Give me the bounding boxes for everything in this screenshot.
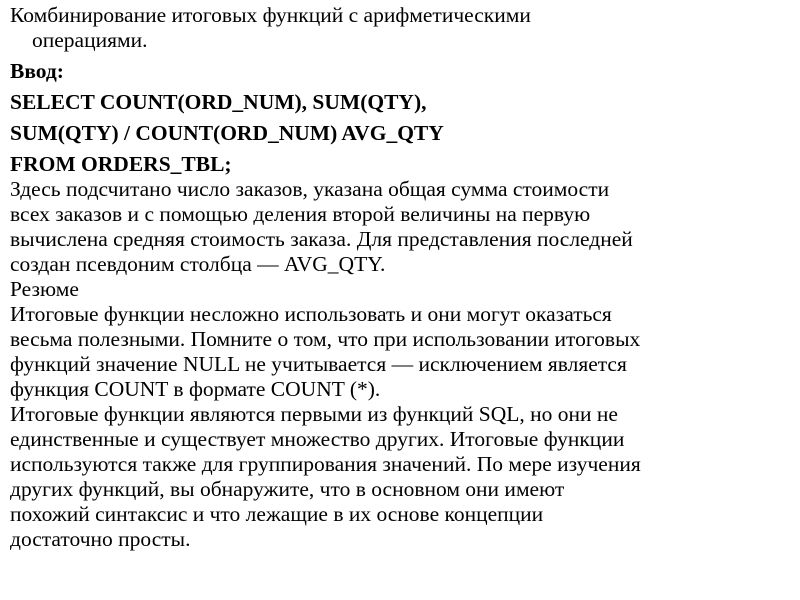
summary-p1-line-2: весьма полезными. Помните о том, что при использовании итоговых xyxy=(10,327,641,351)
summary-p2-line-6: достаточно просты. xyxy=(10,527,191,551)
summary-p2-line-3: используются также для группирования значений. По мере изучения xyxy=(10,452,641,476)
summary-p1-line-1: Итоговые функции несложно использовать и они могут оказаться xyxy=(10,302,612,326)
document-page xyxy=(10,3,790,552)
summary-p2-line-5: похожий синтаксис и что лежащие в их основе концепции xyxy=(10,502,544,526)
summary-p1-line-3: функций значение NULL не учитывается — исключением является xyxy=(10,352,627,376)
section-heading-line-1: Комбинирование итоговых функций с арифметическими xyxy=(10,3,531,27)
section-heading-line-2: операциями. xyxy=(32,28,148,52)
code-line-2: SUM(QTY) / COUNT(ORD_NUM) AVG_QTY xyxy=(10,121,444,145)
summary-title: Резюме xyxy=(10,277,79,301)
explanation-line-4: создан псевдоним столбца — AVG_QTY. xyxy=(10,252,386,276)
summary-p2-line-4: других функций, вы обнаружите, что в основном они имеют xyxy=(10,477,565,501)
explanation-line-1: Здесь подсчитано число заказов, указана общая сумма стоимости xyxy=(10,177,610,201)
summary-p1-line-4: функция COUNT в формате COUNT (*). xyxy=(10,377,381,401)
summary-p2-line-2: единственные и существует множество других. Итоговые функции xyxy=(10,427,625,451)
input-label: Ввод: xyxy=(10,59,64,83)
explanation-line-2: всех заказов и с помощью деления второй величины на первую xyxy=(10,202,591,226)
code-line-3: FROM ORDERS_TBL; xyxy=(10,152,232,176)
explanation-line-3: вычислена средняя стоимость заказа. Для представления последней xyxy=(10,227,633,251)
code-line-1: SELECT COUNT(ORD_NUM), SUM(QTY), xyxy=(10,90,427,114)
summary-p2-line-1: Итоговые функции являются первыми из функций SQL, но они не xyxy=(10,402,618,426)
